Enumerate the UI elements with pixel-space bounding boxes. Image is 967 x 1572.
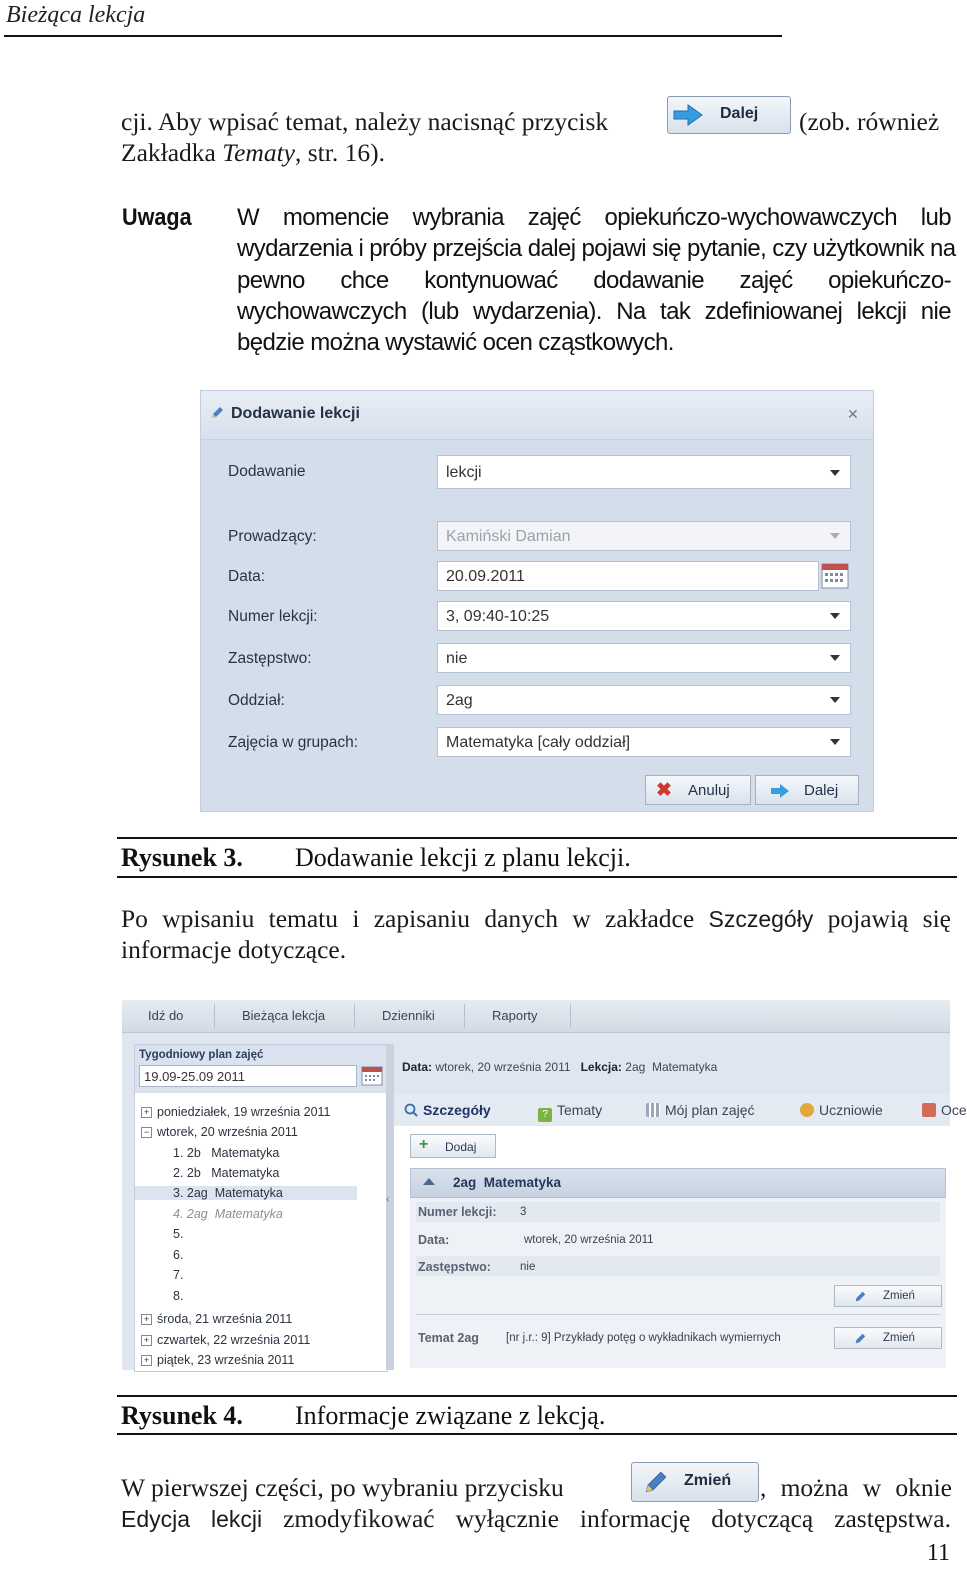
figure4-label-text: Rysunek 4. xyxy=(121,1401,243,1430)
intro-line2-a: Zakładka xyxy=(121,138,223,167)
menu-separator xyxy=(464,1004,465,1028)
calendar-icon[interactable] xyxy=(361,1066,383,1086)
caption-rule-bottom xyxy=(117,1433,957,1435)
tree-day-item[interactable] xyxy=(141,1333,310,1347)
detail-label: Numer lekcji: xyxy=(418,1205,497,1219)
edit-topic-button[interactable] xyxy=(834,1327,942,1349)
grid-icon xyxy=(646,1103,660,1117)
menu-item-dzienniki[interactable]: Dzienniki xyxy=(382,1008,435,1023)
detail-value: wtorek, 20 września 2011 xyxy=(524,1234,654,1246)
intro-line2-b: , str. 16). xyxy=(294,138,385,167)
collapse-icon[interactable]: − xyxy=(141,1127,152,1138)
lesson-section-body xyxy=(410,1198,946,1368)
figure3-caption: Dodawanie lekcji z planu lekcji. xyxy=(295,843,631,872)
field-label-prowadzacy: Prowadzący: xyxy=(228,528,317,545)
inline-dalej-label: Dalej xyxy=(720,105,759,122)
intro-text-before: cji. Aby wpisać temat, należy nacisnąć przycisk xyxy=(121,107,609,136)
info-data-value: wtorek, 20 września 2011 xyxy=(435,1060,571,1074)
header-rule xyxy=(4,35,782,37)
lesson-tabs xyxy=(394,1094,967,1127)
menu-separator xyxy=(214,1004,215,1028)
add-lesson-dialog xyxy=(200,390,874,812)
expand-icon[interactable]: + xyxy=(141,1355,152,1366)
menu-item-idz-do[interactable]: Idź do xyxy=(148,1008,184,1023)
inline-zmien-label: Zmień xyxy=(684,1472,732,1489)
weekly-plan-title: Tygodniowy plan zajęć xyxy=(139,1049,264,1061)
tree-day-label: czwartek, 22 września 2011 xyxy=(157,1333,311,1347)
tree-day-label: wtorek, 20 września 2011 xyxy=(157,1125,298,1139)
tree-lesson-item[interactable]: 8. xyxy=(173,1289,184,1303)
para2-tab-name: Szczegóły xyxy=(708,906,814,932)
page-number: 11 xyxy=(926,1540,950,1566)
lesson-section-header[interactable] xyxy=(410,1168,946,1198)
para2-a: Po wpisaniu tematu i zapisaniu danych w zakładce xyxy=(121,904,709,933)
para3-text-b: , można w oknie xyxy=(760,1473,952,1502)
search-icon xyxy=(404,1103,418,1117)
tab-tematy-label: Tematy xyxy=(557,1102,603,1118)
tree-lesson-item[interactable]: 7. xyxy=(173,1268,184,1282)
para3-text-a: W pierwszej części, po wybraniu przycisku xyxy=(121,1473,564,1502)
tab-szczegoly[interactable] xyxy=(404,1102,491,1118)
cancel-button[interactable] xyxy=(645,775,751,805)
menu-separator xyxy=(354,1004,355,1028)
lesson-panel xyxy=(394,1044,967,1370)
next-label: Dalej xyxy=(804,782,839,799)
select-zajecia-grupy-value: Matematyka [cały oddział] xyxy=(446,734,631,751)
grades-icon xyxy=(922,1103,936,1117)
menu-item-raporty[interactable]: Raporty xyxy=(492,1008,538,1023)
date-field-value: 20.09.2011 xyxy=(446,568,525,585)
edit-label: Zmień xyxy=(883,1290,915,1302)
note-label: Uwaga xyxy=(122,204,192,231)
field-label-numer: Numer lekcji: xyxy=(228,608,318,625)
select-oddzial-value: 2ag xyxy=(446,692,473,709)
calendar-icon[interactable] xyxy=(821,563,849,589)
arrow-right-icon xyxy=(770,783,790,799)
figure3-label xyxy=(121,843,243,873)
tree-day-label: środa, 21 września 2011 xyxy=(157,1312,293,1326)
add-button[interactable] xyxy=(410,1134,496,1158)
section-title: 2ag Matematyka xyxy=(453,1175,562,1190)
info-lekcja-label: Lekcja: xyxy=(580,1060,622,1074)
pencil-icon xyxy=(853,1290,867,1304)
select-zastepstwo[interactable] xyxy=(437,643,851,673)
detail-value: nie xyxy=(520,1261,536,1273)
para3-line2-rest: zmodyfikować wyłącznie informację dotyczącą zastępstwa. xyxy=(262,1504,952,1533)
tree-day-label: poniedziałek, 19 września 2011 xyxy=(157,1105,331,1119)
field-label-data: Data: xyxy=(228,568,266,585)
lesson-info-bar xyxy=(402,1060,717,1074)
tree-lesson-item[interactable]: 6. xyxy=(173,1248,184,1262)
cancel-label: Anuluj xyxy=(688,782,730,799)
plus-icon: + xyxy=(419,1136,429,1153)
app-screenshot xyxy=(122,1000,967,1370)
note-line: pewno chce kontynuować dodawanie zajęć opiekuńczo- xyxy=(237,266,951,294)
caption-rule-top xyxy=(117,837,957,839)
note-text xyxy=(237,202,956,358)
select-zajecia-grupy[interactable] xyxy=(437,727,851,757)
collapse-up-icon[interactable] xyxy=(423,1178,435,1185)
chevron-down-icon xyxy=(830,613,840,619)
pencil-icon xyxy=(209,405,225,421)
pencil-icon xyxy=(853,1332,867,1346)
detail-label: Data: xyxy=(418,1233,450,1247)
panel-splitter[interactable] xyxy=(386,1044,394,1370)
edit-details-button[interactable] xyxy=(834,1285,942,1307)
select-oddzial[interactable] xyxy=(437,685,851,715)
para2-c: pojawią się xyxy=(813,904,951,933)
chevron-down-icon xyxy=(830,655,840,661)
select-prowadzacy xyxy=(437,521,851,551)
next-button[interactable] xyxy=(755,775,859,805)
tree-day-item[interactable] xyxy=(141,1105,331,1119)
add-label: Dodaj xyxy=(445,1140,477,1154)
figure3-label-text: Rysunek 3. xyxy=(121,843,243,872)
question-icon: ? xyxy=(538,1108,552,1122)
tree-day-label: piątek, 23 września 2011 xyxy=(157,1353,295,1367)
intro-line-2 xyxy=(121,137,385,168)
topic-value: [nr j.r.: 9] Przykłady potęg o wykładnikach wymiernych xyxy=(506,1332,781,1344)
expand-icon[interactable]: + xyxy=(141,1314,152,1325)
date-field[interactable] xyxy=(437,561,819,591)
field-label-zastepstwo: Zastępstwo: xyxy=(228,650,312,667)
intro-line-1 xyxy=(121,106,608,137)
tree-day-item[interactable] xyxy=(141,1125,298,1139)
expand-icon[interactable]: + xyxy=(141,1107,152,1118)
topic-label: Temat 2ag xyxy=(418,1331,479,1345)
lesson-details-content xyxy=(394,1126,950,1370)
arrow-right-icon xyxy=(672,103,704,127)
chevron-down-icon xyxy=(830,739,840,745)
running-header: Bieżąca lekcja xyxy=(6,2,146,28)
tab-szczegoly-label: Szczegóły xyxy=(423,1102,491,1118)
tab-uczniowie-label: Uczniowie xyxy=(819,1102,883,1118)
note-line: będzie można wystawić ocen cząstkowych. xyxy=(237,329,674,357)
note-line: wychowawczych (lub wydarzenia). Na tak zdefiniowanej lekcji nie xyxy=(237,297,951,325)
detail-label: Zastępstwo: xyxy=(418,1260,491,1274)
expand-icon[interactable]: + xyxy=(141,1335,152,1346)
chevron-down-icon xyxy=(830,697,840,703)
para3-window-name: Edycja lekcji xyxy=(121,1506,263,1532)
weekly-plan-panel xyxy=(134,1044,388,1372)
week-range-field[interactable]: 19.09-25.09 2011 xyxy=(139,1065,357,1087)
field-label-dodawanie: Dodawanie xyxy=(228,463,306,480)
intro-line2-italic: Tematy xyxy=(222,138,295,167)
close-icon[interactable]: ✕ xyxy=(847,408,859,423)
menu-separator xyxy=(570,1004,571,1028)
collapse-arrow-icon: ‹ xyxy=(386,1194,390,1205)
info-data-label: Data: xyxy=(402,1060,433,1074)
tab-oceny-label: Oce xyxy=(941,1102,967,1118)
chevron-down-icon xyxy=(830,470,840,476)
select-numer-lekcji-value: 3, 09:40-10:25 xyxy=(446,608,550,625)
tree-lesson-item-selected[interactable]: 3. 2ag Matematyka xyxy=(135,1186,357,1200)
caption-rule-bottom xyxy=(117,876,957,878)
caption-rule-top xyxy=(117,1395,957,1397)
tree-lesson-item[interactable]: 1. 2b Matematyka xyxy=(173,1146,280,1160)
field-label-grupy: Zajęcia w grupach: xyxy=(228,734,359,751)
intro-text-after: (zob. również xyxy=(799,107,940,136)
select-dodawanie[interactable] xyxy=(437,455,851,489)
select-prowadzacy-value: Kamiński Damian xyxy=(446,528,571,545)
tree-day-item[interactable] xyxy=(141,1312,292,1326)
para2-line2: informacje dotyczące. xyxy=(121,935,347,964)
tree-lesson-item[interactable]: 2. 2b Matematyka xyxy=(173,1166,280,1180)
info-lekcja-value: 2ag Matematyka xyxy=(625,1060,718,1074)
tree-day-item[interactable] xyxy=(141,1353,294,1367)
detail-row-bg xyxy=(416,1256,940,1276)
note-line: wydarzenia i próby przejścia dalej pojawi się pytanie, czy użytkownik na xyxy=(237,235,956,263)
note-line: W momencie wybrania zajęć opiekuńczo-wychowawczych lub xyxy=(237,204,951,231)
field-label-oddzial: Oddział: xyxy=(228,692,285,709)
tab-tematy[interactable] xyxy=(538,1102,602,1122)
dialog-title: Dodawanie lekcji xyxy=(231,405,360,422)
pencil-icon xyxy=(642,1469,670,1495)
tree-lesson-item[interactable]: 5. xyxy=(173,1227,184,1241)
tree-lesson-item[interactable]: 4. 2ag Matematyka xyxy=(173,1207,283,1221)
para3-line2 xyxy=(121,1503,951,1535)
users-icon xyxy=(800,1103,814,1117)
select-zastepstwo-value: nie xyxy=(446,650,468,667)
figure4-label xyxy=(121,1401,243,1431)
tab-oceny[interactable] xyxy=(922,1102,967,1118)
figure4-caption: Informacje związane z lekcją. xyxy=(295,1401,606,1430)
inline-zmien-button xyxy=(631,1462,759,1502)
select-dodawanie-value: lekcji xyxy=(446,464,482,481)
chevron-down-icon xyxy=(830,533,840,539)
select-numer-lekcji[interactable] xyxy=(437,601,851,631)
cancel-icon: ✖ xyxy=(656,780,672,801)
tab-uczniowie[interactable] xyxy=(800,1102,883,1118)
tab-moj-plan[interactable] xyxy=(646,1102,755,1118)
menu-item-biezaca-lekcja[interactable]: Bieżąca lekcja xyxy=(242,1008,326,1023)
menu-bar xyxy=(122,1000,950,1033)
para2-line1 xyxy=(121,903,951,935)
edit-label: Zmień xyxy=(883,1332,915,1344)
inline-dalej-button xyxy=(667,96,791,134)
detail-value: 3 xyxy=(520,1206,527,1218)
tab-moj-plan-label: Mój plan zajęć xyxy=(665,1102,755,1118)
weekly-plan-header xyxy=(135,1045,387,1093)
divider xyxy=(416,1314,940,1315)
